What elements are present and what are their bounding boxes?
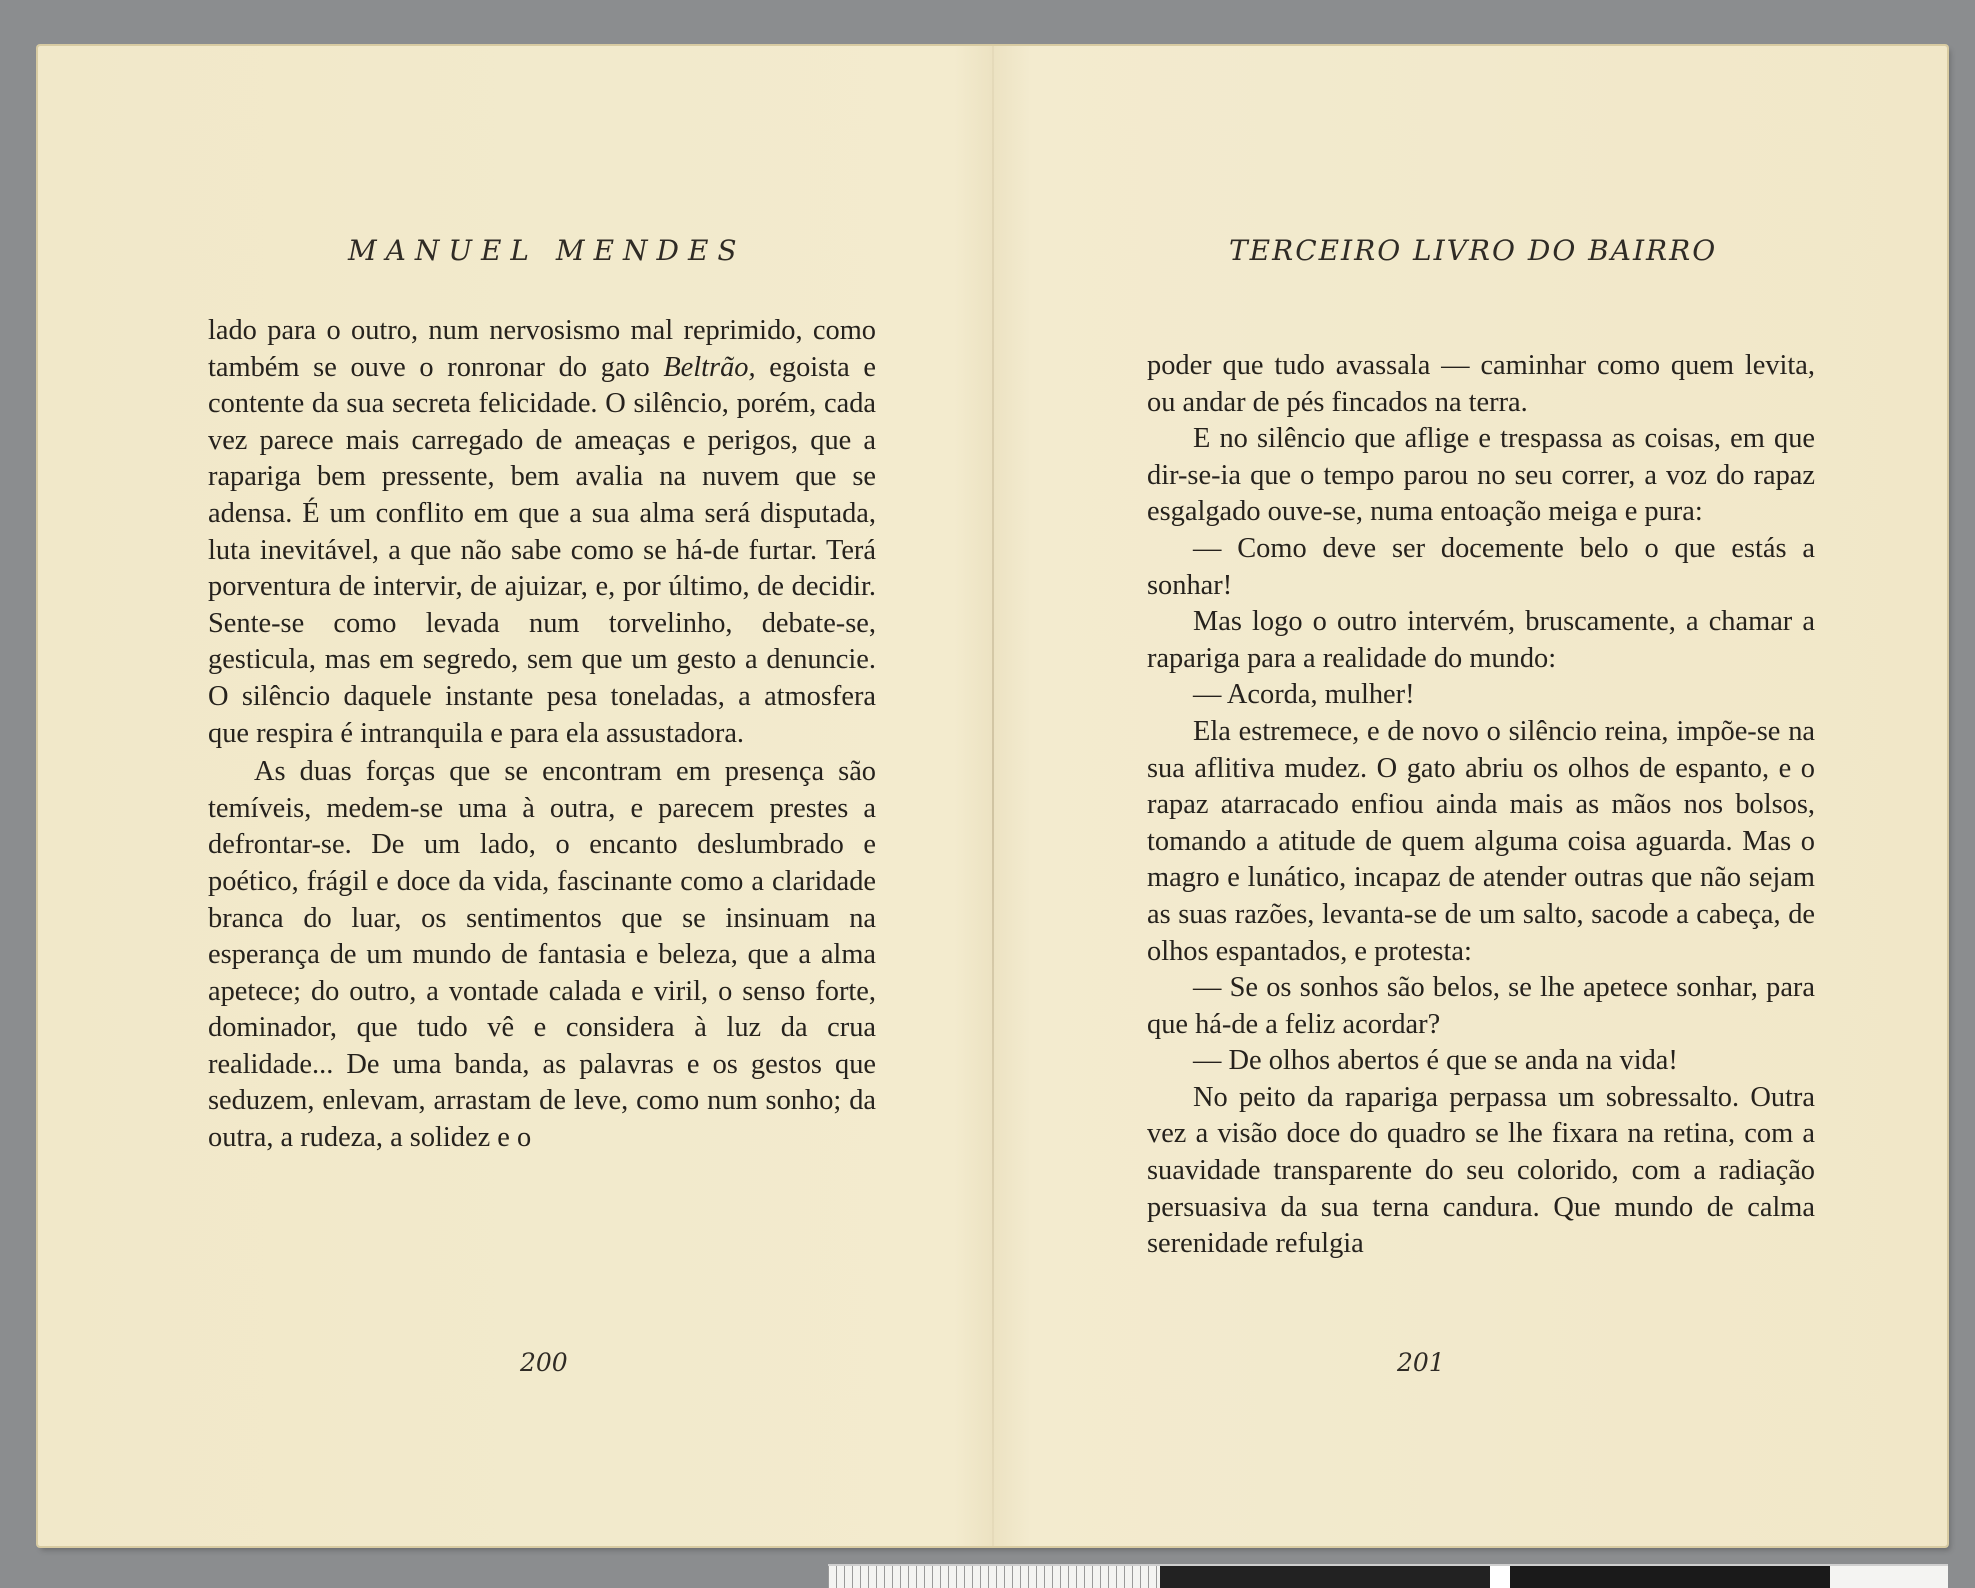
text-run: egoista e contente da sua secreta felicidade. O silêncio, porém, cada vez parece mais carregado de ameaças e perigos, que a rapariga bem pressente, bem avalia na nuvem que se adensa. É um conflito em que a sua alma será disputada, luta inevitável, a que não sabe como se há-de furtar. Terá porventura de intervir, de ajuizar, e, por último, de decidir. Sente-se como levada num torvelinho, debate-se, gesticula, mas em segredo, sem que um gesto a denuncie. O silêncio daquele instante pesa toneladas, a atmosfera que respira é intranquila e para ela assustadora.: [208, 351, 876, 749]
left-paragraph-2: As duas forças que se encontram em presença são temíveis, medem-se uma à outra, e parecem prestes a defrontar-se. De um lado, o encanto deslumbrado e poético, frágil e doce da vida, fascinante como a claridade branca do luar, os sentimentos que se insinuam na esperança de um mundo de fantasia e beleza, que a alma apetece; do outro, a vontade calada e viril, o senso forte, dominador, que tudo vê e considera à luz da crua realidade... De uma banda, as palavras e os gestos que seduzem, enlevam, arrastam de leve, como num sonho; da outra, a rudeza, a solidez e o: [208, 756, 876, 1154]
right-paragraph-1: poder que tudo avassala — caminhar como quem levita, ou andar de pés fincados na terra.: [1147, 350, 1815, 418]
text-run: lado para o outro, num nervosismo mal reprimido, como também se ouve o ronronar do gato: [208, 315, 876, 383]
left-page-text: [208, 313, 876, 1157]
book-spread: [38, 46, 1947, 1546]
right-dialogue-2: — Acorda, mulher!: [1193, 679, 1415, 711]
left-page-number: 200: [520, 1348, 568, 1377]
right-page-number: 201: [1397, 1348, 1445, 1377]
right-dialogue-3: — Se os sonhos são belos, se lhe apetece sonhar, para que há-de a feliz acordar?: [1147, 972, 1815, 1040]
ruler-dark-segment: [1160, 1566, 1490, 1588]
right-dialogue-1: — Como deve ser docemente belo o que estás a sonhar!: [1147, 532, 1815, 601]
right-page-text: [1147, 348, 1815, 1263]
left-running-head: MANUEL MENDES: [348, 234, 746, 267]
right-paragraph-2: E no silêncio que aflige e trespassa as coisas, em que dir-se-ia que o tempo parou no seu correr, a voz do rapaz esgalgado ouve-se, numa entoação meiga e pura:: [1147, 423, 1815, 528]
left-paragraph-1: [208, 313, 876, 752]
right-dialogue-4: — De olhos abertos é que se anda na vida!: [1193, 1045, 1678, 1077]
right-paragraph-4: Ela estremece, e de novo o silêncio reina, impõe-se na sua aflitiva mudez. O gato abriu os olhos de espanto, e o rapaz atarracado enfiou ainda mais as mãos nos bolsos, tomando a atitude de quem alguma coisa aguarda. Mas o magro e lunático, incapaz de atender outras que não sejam as suas razões, levanta-se de um salto, sacode a cabeça, de olhos espantados, e protesta:: [1147, 715, 1815, 967]
left-page: [38, 46, 988, 1546]
ruler-light-segment: [1490, 1566, 1510, 1588]
right-paragraph-5: No peito da rapariga perpassa um sobressalto. Outra vez a visão doce do quadro se lhe fixara na retina, com a suavidade transparente do seu colorido, com a radiação persuasiva da sua terna candura. Que mundo de calma serenidade refulgia: [1147, 1081, 1815, 1260]
right-paragraph-3: Mas logo o outro intervém, bruscamente, a chamar a rapariga para a realidade do mundo:: [1147, 606, 1815, 674]
ruler-dark-segment: [1510, 1566, 1830, 1588]
scale-ruler: [828, 1564, 1948, 1588]
right-page: [994, 46, 1944, 1546]
ruler-ticks: [828, 1566, 1158, 1588]
italic-name: Beltrão,: [663, 351, 756, 383]
right-running-head: TERCEIRO LIVRO DO BAIRRO: [1229, 234, 1718, 267]
